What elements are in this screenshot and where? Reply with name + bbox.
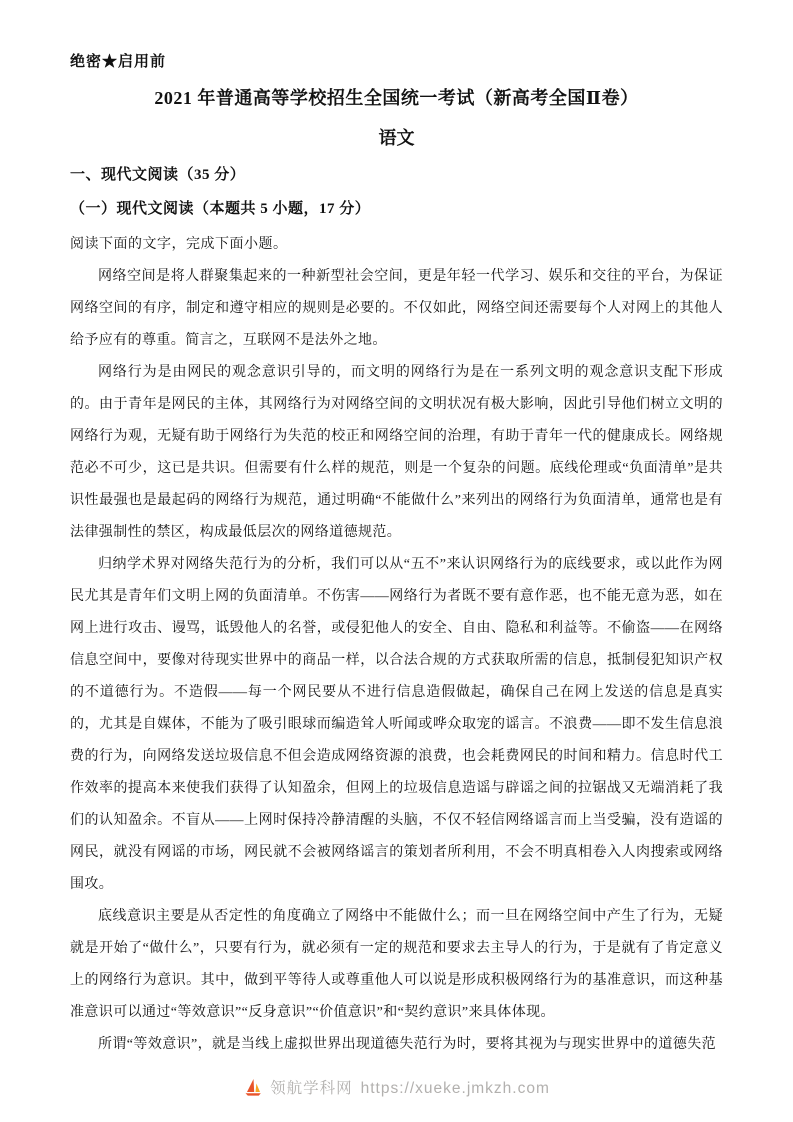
article-paragraph-1: 网络空间是将人群聚集起来的一种新型社会空间，更是年轻一代学习、娱乐和交往的平台，为保证网络空间的有序，制定和遵守相应的规则是必要的。不仅如此，网络空间还需要每个人对网上的其他人给予应有的尊重。简言之，互联网不是法外之地。 — [70, 269, 723, 348]
watermark-site-name: 领航学科网 — [270, 1080, 353, 1097]
watermark-site-url: https://xueke.jmkzh.com — [360, 1080, 550, 1097]
watermark-footer — [0, 1076, 793, 1102]
article-paragraph-4: 底线意识主要是从否定性的角度确立了网络中不能做什么；而一旦在网络空间中产生了行为，无疑就是开始了“做什么”，只要有行为，就必须有一定的规范和要求去主导人的行为，于是就有了肯定意义上的网络行为意识。其中，做到平等待人或尊重他人可以说是形成积极网络行为的基准意识，而这种基准意识可以通过“等效意识”“反身意识”“价值意识”和“契约意识”来具体体现。 — [70, 909, 723, 1020]
article-paragraph-5: 所谓“等效意识”，就是当线上虚拟世界出现道德失范行为时，要将其视为与现实世界中的道德失范 — [98, 1037, 717, 1052]
reading-instruction: 阅读下面的文字，完成下面小题。 — [70, 237, 288, 252]
article-paragraph-2: 网络行为是由网民的观念意识引导的，而文明的网络行为是在一系列文明的观念意识支配下形成的。由于青年是网民的主体，其网络行为对网络空间的文明状况有极大影响，因此引导他们树立文明的网络行为观，无疑有助于网络行为失范的校正和网络空间的治理，有助于青年一代的健康成长。网络规范必不可少，这已是共识。但需要有什么样的规范，则是一个复杂的问题。底线伦理或“负面清单”是共识性最强也是最起码的网络行为规范，通过明确“不能做什么”来列出的网络行为负面清单，通常也是有法律强制性的禁区，构成最低层次的网络道德规范。 — [70, 365, 723, 540]
article-paragraph-3: 归纳学术界对网络失范行为的分析，我们可以从“五不”来认识网络行为的底线要求，或以此作为网民尤其是青年们文明上网的负面清单。不伤害——网络行为者既不要有意作恶，也不能无意为恶，如在网上进行攻击、谩骂，诋毁他人的名誉，或侵犯他人的安全、自由、隐私和利益等。不偷盗——在网络信息空间中，要像对待现实世界中的商品一样，以合法合规的方式获取所需的信息，抵制侵犯知识产权的不道德行为。不造假——每一个网民要从不进行信息造假做起，确保自己在网上发送的信息是真实的，尤其是自媒体，不能为了吸引眼球而编造耸人听闻或哗众取宠的谣言。不浪费——即不发生信息浪费的行为，向网络发送垃圾信息不但会造成网络资源的浪费，也会耗费网民的时间和精力。信息时代工作效率的提高本来使我们获得了认知盈余，但网上的垃圾信息造谣与辟谣之间的拉锯战又无端消耗了我们的认知盈余。不盲从——上网时保持冷静清醒的头脑，不仅不轻信网络谣言而上当受骗，没有造谣的网民，就没有网谣的市场，网民就不会被网络谣言的策划者所利用，不会不明真相卷入人肉搜索或网络围攻。 — [70, 557, 723, 892]
classification-label: 绝密★启用前 — [70, 54, 167, 70]
exam-title: 2021 年普通高等学校招生全国统一考试（新高考全国Ⅱ卷） — [154, 88, 639, 108]
exam-subject: 语文 — [378, 128, 415, 148]
sail-boat-logo-icon — [243, 1077, 263, 1102]
section-heading-modern-reading: 一、现代文阅读（35 分） — [70, 167, 246, 183]
subsection-heading: （一）现代文阅读（本题共 5 小题，17 分） — [70, 201, 371, 217]
